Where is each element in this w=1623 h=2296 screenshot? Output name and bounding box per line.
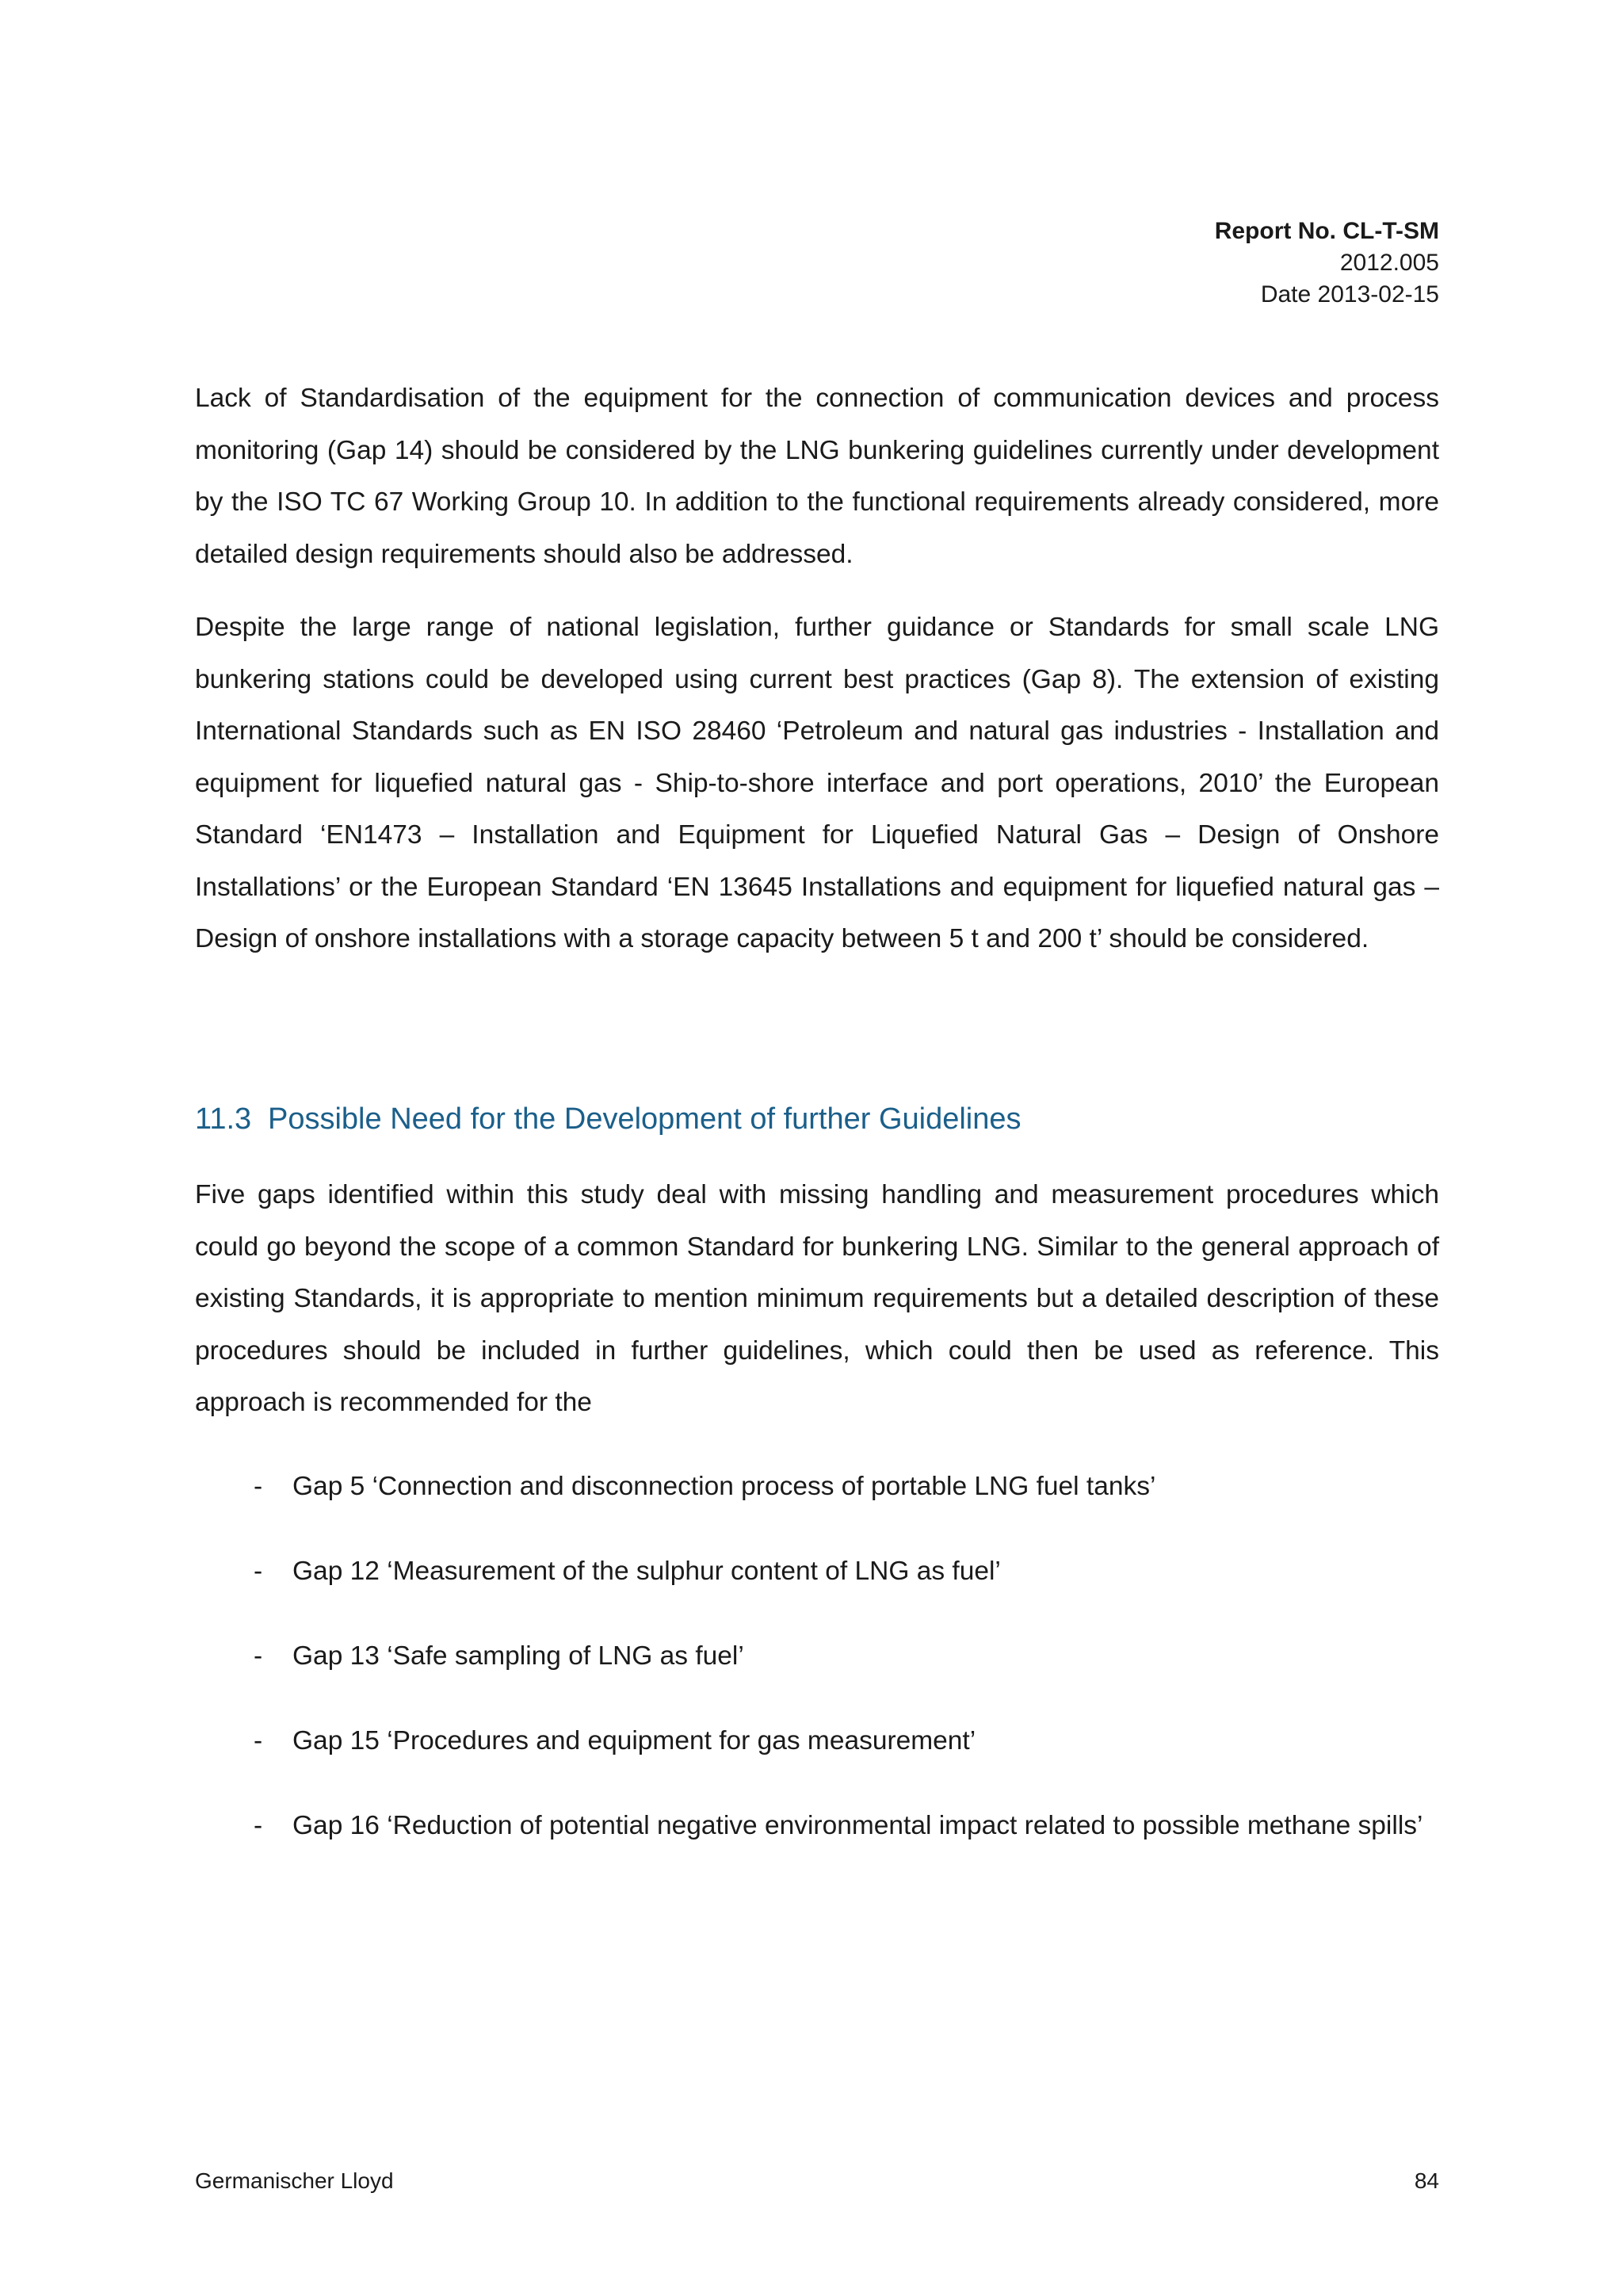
list-item [195, 1548, 1439, 1633]
bullet-dash: - [254, 1557, 263, 1586]
bullet-dash: - [254, 1811, 263, 1840]
footer-company: Germanischer Lloyd [195, 2168, 394, 2193]
list-item [195, 1463, 1439, 1548]
paragraph-gap14: Lack of Standardisation of the equipment for the connection of communication devices and process monitoring (Gap 14) should be considered by the LNG bunkering guidelines currently under development by the ISO TC 67 Working Group 10. In addition to the functional requirements already considered, more detailed design requirements should also be addressed. [195, 384, 1439, 569]
page-number: 84 [1414, 2168, 1439, 2193]
report-number: Report No. CL-T-SM [1214, 218, 1439, 244]
gap-text: Gap 16 ‘Reduction of potential negative environmental impact related to possible methane spills’ [292, 1811, 1423, 1840]
list-item [195, 1633, 1439, 1717]
bullet-dash: - [254, 1641, 263, 1671]
section-heading [195, 1095, 1022, 1143]
gap-text: Gap 15 ‘Procedures and equipment for gas measurement’ [292, 1726, 976, 1755]
report-date: Date 2013-02-15 [1260, 281, 1439, 308]
gap-list [195, 1463, 1439, 1887]
gap-text: Gap 5 ‘Connection and disconnection process of portable LNG fuel tanks’ [292, 1472, 1156, 1501]
list-item [195, 1717, 1439, 1802]
list-item [195, 1802, 1439, 1887]
bullet-dash: - [254, 1726, 263, 1755]
report-number-continued: 2012.005 [1339, 250, 1439, 276]
gap-text: Gap 12 ‘Measurement of the sulphur content of LNG as fuel’ [292, 1557, 1001, 1586]
paragraph-guidelines: Five gaps identified within this study deal with missing handling and measurement procedures which could go beyond the scope of a common Standard for bunkering LNG. Similar to the general approach of existing Standards, it is appropriate to mention minimum requirements but a detailed description of these procedures should be included in further guidelines, which could then be used as reference. This approach is recommended for the [195, 1180, 1439, 1417]
bullet-dash: - [254, 1472, 263, 1501]
section-body [195, 1169, 1439, 1429]
body-text [195, 372, 1439, 965]
report-header [1215, 216, 1439, 311]
gap-text: Gap 13 ‘Safe sampling of LNG as fuel’ [292, 1641, 744, 1671]
section-title: Possible Need for the Development of further Guidelines [268, 1102, 1022, 1136]
paragraph-gap8: Despite the large range of national legislation, further guidance or Standards for small scale LNG bunkering stations could be developed using current best practices (Gap 8). The extension of existing International Standards such as EN ISO 28460 ‘Petroleum and natural gas industries - Installation and equipment for liquefied natural gas - Ship-to-shore interface and port operations, 2010’ the European Standard ‘EN1473 – Installation and Equipment for Liquefied Natural Gas – Design of Onshore Installations’ or the European Standard ‘EN 13645 Installations and equipment for liquefied natural gas – Design of onshore installations with a storage capacity between 5 t and 200 t’ should be considered. [195, 613, 1439, 953]
section-number: 11.3 [195, 1102, 252, 1136]
